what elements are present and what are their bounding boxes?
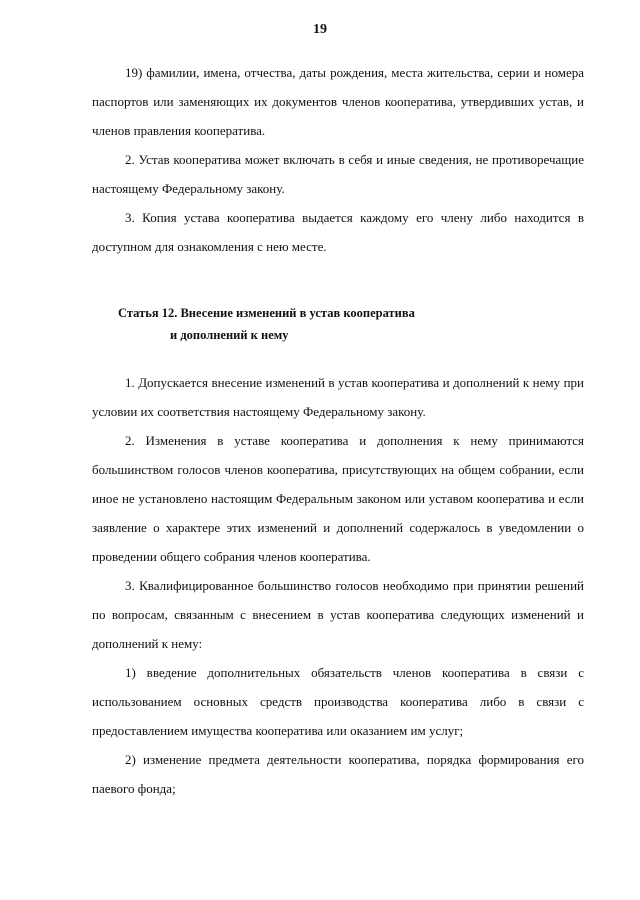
paragraph-clause-2: 2. Устав кооператива может включать в себя и иные сведения, не противоречащие настоящему Федеральному закону.	[92, 152, 584, 196]
article-12-paragraphs	[92, 368, 584, 803]
paragraph-clause-3: 3. Копия устава кооператива выдается каждому его члену либо находится в доступном для ознакомления с нею месте.	[92, 210, 584, 254]
paragraph-item-19: 19) фамилии, имена, отчества, даты рождения, места жительства, серии и номера паспортов или заменяющих их документов членов кооператива, утвердивших устав, и членов правления кооператива.	[92, 65, 584, 138]
page-number: 19	[313, 22, 327, 37]
article-heading-line-2: и дополнений к нему	[170, 328, 289, 342]
article-heading	[118, 302, 518, 346]
paragraph-article12-clause-2: 2. Изменения в уставе кооператива и дополнения к нему принимаются большинством голосов членов кооператива, присутствующих на общем собрании, если иное не установлено настоящим Федеральным законом или уставом кооператива и если заявление о характере этих изменений и дополнений содержалось в уведомлении о проведении общего собрания членов кооператива.	[92, 433, 584, 564]
top-paragraphs	[92, 58, 584, 261]
paragraph-article12-subitem-2: 2) изменение предмета деятельности кооператива, порядка формирования его паевого фонда;	[92, 752, 584, 796]
paragraph-article12-clause-1: 1. Допускается внесение изменений в устав кооператива и дополнений к нему при условии их соответствия настоящему Федеральному закону.	[92, 375, 584, 419]
paragraph-article12-subitem-1: 1) введение дополнительных обязательств членов кооператива в связи с использованием основных средств производства кооператива либо в связи с предоставлением имущества кооператива или оказанием им услуг;	[92, 665, 584, 738]
article-heading-line-1: Статья 12. Внесение изменений в устав кооператива	[118, 306, 415, 320]
paragraph-article12-clause-3: 3. Квалифицированное большинство голосов необходимо при принятии решений по вопросам, связанным с внесением в устав кооператива следующих изменений и дополнений к нему:	[92, 578, 584, 651]
